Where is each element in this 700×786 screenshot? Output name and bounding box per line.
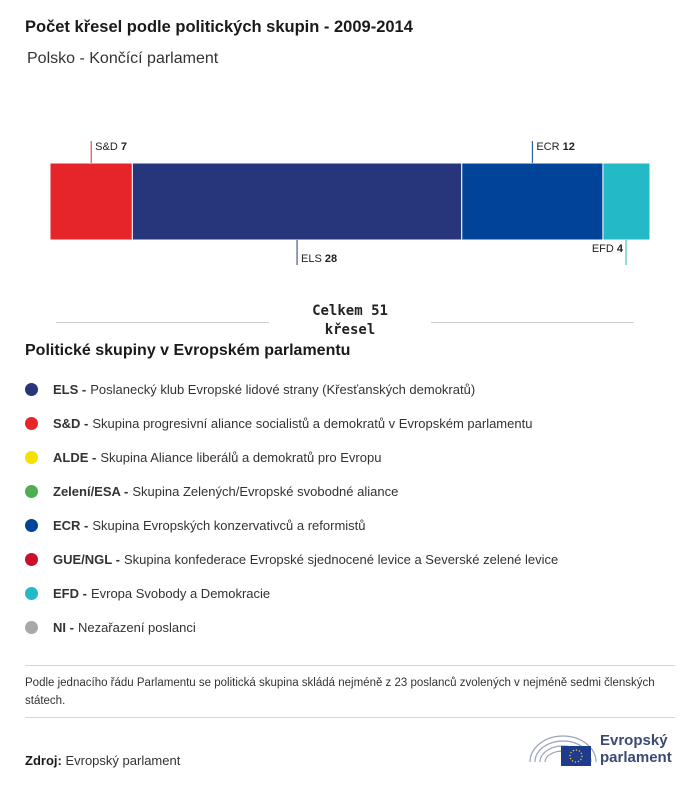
- segment-label: S&D 7: [95, 141, 127, 153]
- legend-abbr: ELS -: [53, 381, 87, 397]
- legend-item: [25, 542, 558, 576]
- legend-abbr: EFD -: [53, 585, 87, 601]
- legend-text: Skupina progresivní aliance socialistů a demokratů v Evropském parlamentu: [92, 415, 533, 431]
- total-divider-right: [418, 322, 634, 323]
- legend-dot-icon: [25, 485, 38, 498]
- logo-line1: Evropský: [600, 732, 668, 749]
- bar-segment-ecr: [462, 163, 603, 240]
- legend-dot-icon: [25, 417, 38, 430]
- legend-item: [25, 474, 558, 508]
- source-value: Evropský parlament: [65, 753, 181, 768]
- legend-text: Skupina Zelených/Evropské svobodné aliance: [132, 483, 399, 499]
- legend-list: [25, 372, 558, 644]
- segment-label: ELS 28: [301, 253, 338, 265]
- legend-dot-icon: [25, 553, 38, 566]
- footnote: Podle jednacího řádu Parlamentu se politická skupina skládá nejméně z 23 poslanců zvolených v nejméně sedmi členských státech.: [25, 677, 655, 707]
- bar-segment-sd: [50, 163, 132, 240]
- total-seats: [0, 302, 700, 340]
- chart-title: Počet křesel podle politických skupin - 2009-2014: [25, 18, 413, 36]
- european-parliament-logo: [528, 728, 678, 770]
- legend-dot-icon: [25, 587, 38, 600]
- legend-item: [25, 610, 558, 644]
- chart-subtitle: Polsko - Končící parlament: [27, 50, 219, 67]
- legend-text: Evropa Svobody a Demokracie: [90, 585, 271, 601]
- source: [25, 753, 180, 768]
- divider: [25, 665, 675, 666]
- logo-text: [600, 732, 672, 766]
- legend-text: Skupina konfederace Evropské sjednocené levice a Severské zelené levice: [123, 551, 559, 567]
- legend-item: [25, 440, 558, 474]
- legend-item: [25, 508, 558, 542]
- source-label: Zdroj:: [25, 753, 62, 768]
- total-seats-label: [269, 302, 431, 340]
- stacked-bar-chart: [0, 130, 700, 280]
- legend-abbr: Zelení/ESA -: [53, 483, 129, 499]
- legend-dot-icon: [25, 519, 38, 532]
- total-seats-line1: Celkem 51: [312, 303, 388, 319]
- bar-segment-efd: [603, 163, 650, 240]
- segment-label: EFD 4: [591, 243, 623, 255]
- legend-text: Skupina Aliance liberálů a demokratů pro Evropu: [100, 449, 382, 465]
- legend-abbr: GUE/NGL -: [53, 551, 120, 567]
- logo-line2: parlament: [600, 749, 672, 766]
- legend-dot-icon: [25, 383, 38, 396]
- divider: [25, 717, 675, 718]
- legend-title: Politické skupiny v Evropském parlamentu: [25, 342, 351, 359]
- legend-dot-icon: [25, 451, 38, 464]
- legend-text: Nezařazení poslanci: [77, 619, 196, 635]
- hemicycle-flag-icon: [528, 728, 598, 770]
- legend-item: [25, 576, 558, 610]
- legend-text: Poslanecký klub Evropské lidové strany (Křesťanských demokratů): [90, 381, 476, 397]
- legend-abbr: ECR -: [53, 517, 89, 533]
- legend-item: [25, 372, 558, 406]
- segment-label: ECR 12: [536, 141, 575, 153]
- legend-abbr: ALDE -: [53, 449, 97, 465]
- legend-dot-icon: [25, 621, 38, 634]
- legend-abbr: S&D -: [53, 415, 89, 431]
- legend-abbr: NI -: [53, 619, 74, 635]
- total-divider-left: [56, 322, 272, 323]
- legend-text: Skupina Evropských konzervativců a reformistů: [92, 517, 366, 533]
- legend-item: [25, 406, 558, 440]
- total-seats-line2: křesel: [324, 322, 376, 338]
- bar-segment-els: [132, 163, 461, 240]
